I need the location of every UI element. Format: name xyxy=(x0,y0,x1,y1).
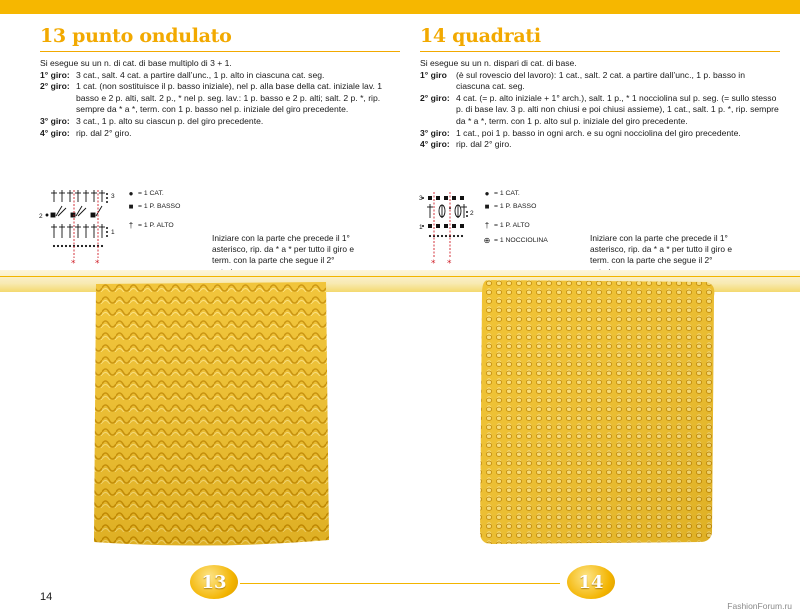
page-number: 14 xyxy=(40,591,53,603)
row-3-tall-stitches xyxy=(51,190,105,202)
row-number: 2 xyxy=(39,213,43,220)
row-label: 3° giro: xyxy=(40,115,70,126)
swatch-13-photo xyxy=(88,280,333,552)
svg-text:*: * xyxy=(71,259,76,266)
row-label: 2° giro: xyxy=(420,92,450,103)
title-rule xyxy=(420,51,780,52)
footer-line xyxy=(240,583,560,584)
top-accent-bar xyxy=(0,0,800,14)
asterisk-icon xyxy=(431,259,452,266)
row-text: rip. dal 2° giro. xyxy=(76,127,132,138)
stitch-14-diagram xyxy=(418,188,478,266)
square-icon: ■ xyxy=(128,202,134,211)
row-3-chains xyxy=(106,193,108,203)
stitch-13-title: 13 punto ondulato xyxy=(40,25,232,47)
legend-item xyxy=(124,203,180,211)
legend-label: = 1 P. ALTO xyxy=(494,222,530,229)
legend-label: = 1 CAT. xyxy=(138,190,164,197)
instruction-row xyxy=(40,70,400,82)
legend-item xyxy=(480,190,520,198)
instruction-row xyxy=(40,116,400,128)
row-label: 3° giro: xyxy=(420,127,450,138)
asterisk-icon xyxy=(71,259,100,266)
stitch-14-instructions xyxy=(420,70,780,151)
nocciolina-icon: ⊕ xyxy=(483,236,491,245)
instruction-row xyxy=(420,139,780,151)
stitch-13-instructions xyxy=(40,70,400,140)
legend-item xyxy=(480,222,530,230)
row-label: 2° giro: xyxy=(40,81,70,92)
stitch-14-medal: 14 xyxy=(567,565,615,599)
row-3-stitches xyxy=(422,196,464,200)
stitch-14-note: Iniziare con la parte che precede il 1° asterisco, rip. da * a * per tutto il giro e term. con la parte che segue il 2° xyxy=(590,233,732,266)
row-number: 3 xyxy=(111,193,115,200)
row-number: 1 xyxy=(419,224,423,231)
instruction-row xyxy=(420,70,780,93)
legend-label: = 1 P. BASSO xyxy=(138,203,181,210)
row-label: 4° giro: xyxy=(40,127,70,138)
legend-label: = 1 P. ALTO xyxy=(138,222,174,229)
row-text: rip. dal 2° giro. xyxy=(456,139,512,150)
swatch-14-photo xyxy=(474,278,720,548)
stitch-13-note: Iniziare con la parte che precede il 1° asterisco, rip. da * a * per tutto il giro e term. con la parte che segue il 2° xyxy=(212,233,354,266)
legend-label: = 1 CAT. xyxy=(494,190,520,197)
row-text: (è sul rovescio del lavoro): 1 cat., salt. 2 cat. a partire dall’unc., 1 p. basso in ciascuna cat. seg. xyxy=(456,69,745,92)
legend-item xyxy=(124,190,164,198)
row-label: 1° giro: xyxy=(40,69,70,80)
stitch-13-medal: 13 xyxy=(190,565,238,599)
row-text: 3 cat., salt. 4 cat. a partire dall’unc., 1 p. alto in ciascuna cat. seg. xyxy=(76,69,325,80)
band-line xyxy=(0,276,800,277)
watermark: FashionForum.ru xyxy=(727,601,792,611)
row-number: 1 xyxy=(111,229,115,236)
stitch-13-section xyxy=(40,25,400,139)
stitch-13-diagram xyxy=(36,188,120,266)
legend-label: = 1 P. BASSO xyxy=(494,203,537,210)
legend-item xyxy=(480,237,548,245)
instruction-row xyxy=(40,81,400,116)
row-label: 4° giro: xyxy=(420,139,450,150)
base-chain xyxy=(53,245,103,247)
row-2-stitches xyxy=(427,204,467,218)
row-text: 1 cat., poi 1 p. basso in ogni arch. e su ogni nocciolina del giro precedente. xyxy=(456,127,741,138)
legend-label: = 1 NOCCIOLINA xyxy=(494,237,548,244)
instruction-row xyxy=(40,128,400,140)
row-1-tall-stitches xyxy=(51,224,105,238)
title-rule xyxy=(40,51,400,52)
dot-icon: ● xyxy=(128,189,134,198)
svg-text:*: * xyxy=(431,259,436,266)
svg-text:*: * xyxy=(95,259,100,266)
row-label: 1° giro xyxy=(420,69,447,80)
stitch-14-intro: Si esegue su un n. dispari di cat. di base. xyxy=(420,58,577,68)
row-1-chains xyxy=(106,227,108,237)
stitch-14-section xyxy=(420,25,780,151)
instruction-row xyxy=(420,93,780,128)
row-text: 3 cat., 1 p. alto su ciascun p. del giro precedente. xyxy=(76,115,264,126)
row-text: 1 cat. (non sostituisce il p. basso iniziale), nel p. alla base della cat. iniziale lav. 1 basso e 2 p. alti, salt. 2 p., * nel p. seg. lav.: 1 p. basso e 2 p. alti; salt. 2 p. *, rip. sempre da * a *, term. con 1 p. basso nel p. iniziale del giro precedente. xyxy=(76,81,383,115)
row-1-stitches xyxy=(422,224,464,228)
legend-item xyxy=(480,203,536,211)
instruction-row xyxy=(420,128,780,140)
row-text: 4 cat. (= p. alto iniziale + 1° arch.), salt. 1 p., * 1 nocciolina sul p. seg. (= sullo stesso p. di base lav. 3 p. alti non chiusi e poi chiusi assieme), 1 cat., salt. 1 p. *, rip. sempre da * a *, term. con 1 p. alto sul p. iniziale del giro precedente. xyxy=(456,92,779,126)
tall-stitch-icon: † xyxy=(128,221,134,230)
row-number: 2 xyxy=(470,210,474,217)
tall-stitch-icon: † xyxy=(484,221,490,230)
stitch-14-title: 14 quadrati xyxy=(420,25,541,47)
dot-icon: ● xyxy=(484,189,490,198)
stitch-13-intro: Si esegue su un n. di cat. di base multiplo di 3 + 1. xyxy=(40,58,232,68)
svg-text:*: * xyxy=(447,259,452,266)
square-icon: ■ xyxy=(484,202,490,211)
legend-item xyxy=(124,222,174,230)
row-2-chains xyxy=(449,207,468,217)
row-number: 3 xyxy=(419,195,423,202)
